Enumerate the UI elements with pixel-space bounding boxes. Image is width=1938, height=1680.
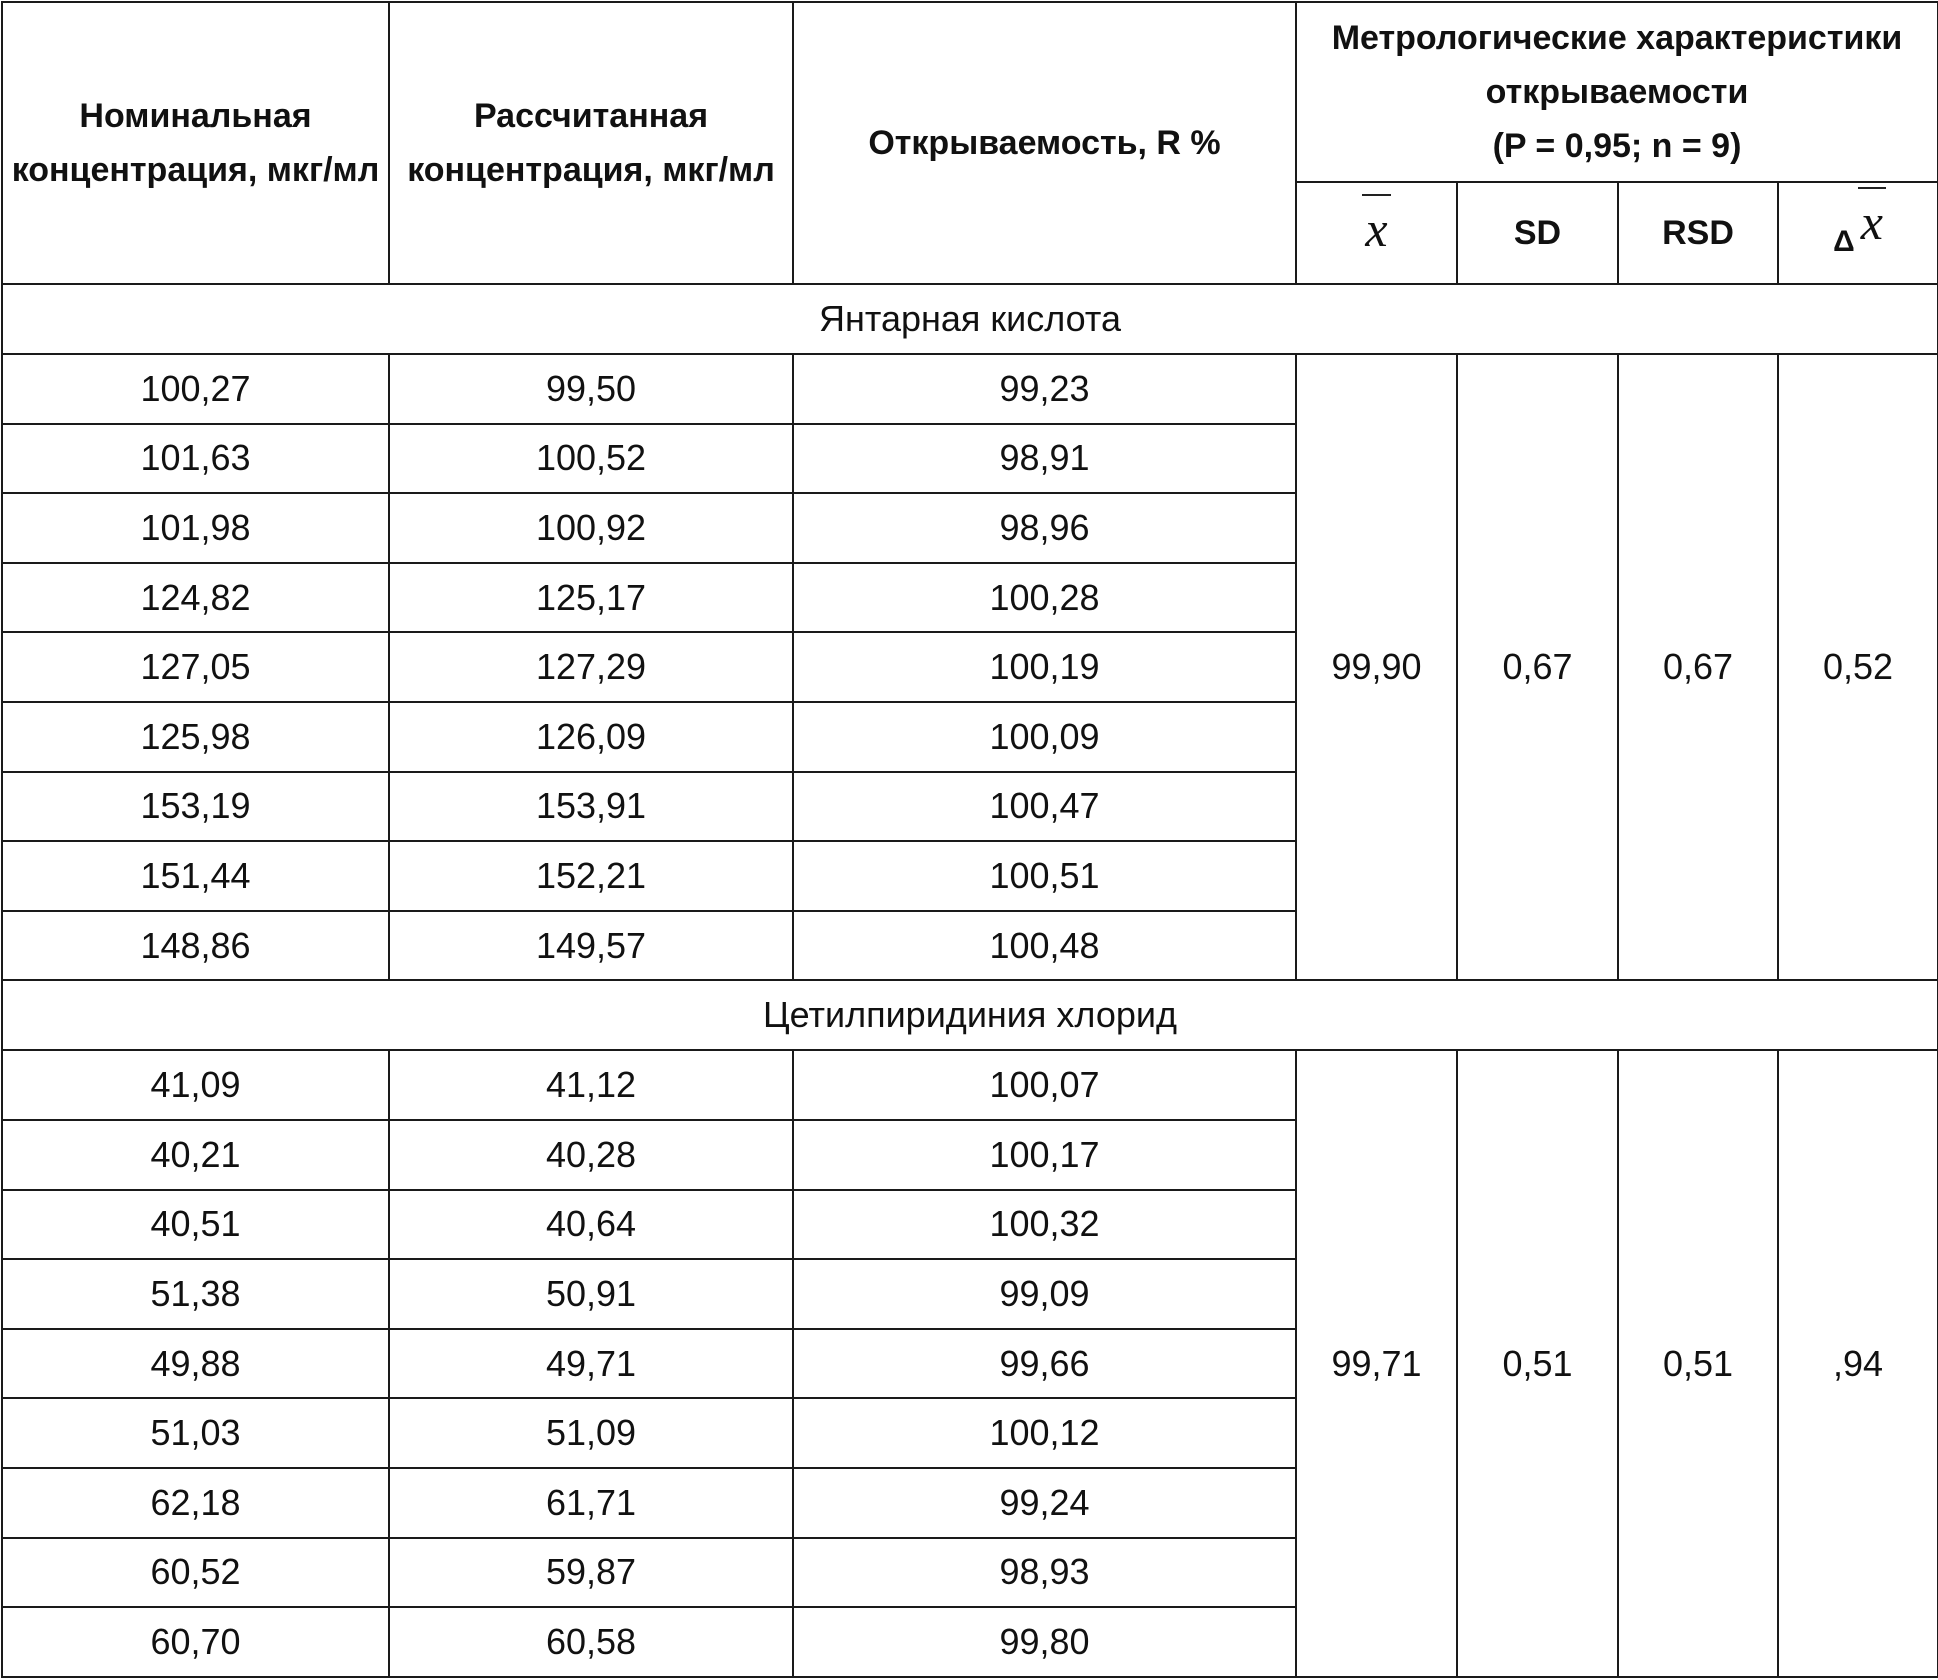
cell-nominal: 127,05 <box>2 632 389 702</box>
cell-calculated: 61,71 <box>389 1468 793 1538</box>
cell-nominal: 40,51 <box>2 1190 389 1260</box>
stat-rsd: 0,51 <box>1618 1050 1778 1676</box>
cell-recovery: 100,19 <box>793 632 1296 702</box>
table-body <box>2 284 1938 1677</box>
section-header-row <box>2 284 1938 354</box>
cell-recovery: 98,96 <box>793 493 1296 563</box>
cell-recovery: 100,51 <box>793 841 1296 911</box>
cell-recovery: 99,09 <box>793 1259 1296 1329</box>
section-header-row <box>2 980 1938 1050</box>
cell-calculated: 100,52 <box>389 424 793 494</box>
cell-calculated: 125,17 <box>389 563 793 633</box>
header-delta <box>1778 182 1938 284</box>
mean-symbol: x <box>1365 201 1388 257</box>
cell-nominal: 62,18 <box>2 1468 389 1538</box>
header-nominal: Номинальная концентрация, мкг/мл <box>2 2 389 284</box>
header-calculated: Рассчитанная концентрация, мкг/мл <box>389 2 793 284</box>
stat-delta: ,94 <box>1778 1050 1938 1676</box>
cell-recovery: 98,91 <box>793 424 1296 494</box>
cell-recovery: 100,32 <box>793 1190 1296 1260</box>
delta-symbol: Δ <box>1833 225 1855 258</box>
cell-recovery: 100,12 <box>793 1398 1296 1468</box>
cell-calculated: 60,58 <box>389 1607 793 1677</box>
cell-nominal: 100,27 <box>2 354 389 424</box>
cell-nominal: 124,82 <box>2 563 389 633</box>
stat-sd: 0,51 <box>1457 1050 1618 1676</box>
cell-calculated: 50,91 <box>389 1259 793 1329</box>
header-row-main <box>2 2 1938 182</box>
cell-recovery: 100,28 <box>793 563 1296 633</box>
cell-recovery: 100,09 <box>793 702 1296 772</box>
cell-recovery: 99,24 <box>793 1468 1296 1538</box>
cell-nominal: 60,70 <box>2 1607 389 1677</box>
cell-calculated: 126,09 <box>389 702 793 772</box>
cell-recovery: 100,17 <box>793 1120 1296 1190</box>
header-metrological-group <box>1296 2 1938 182</box>
cell-recovery: 100,47 <box>793 772 1296 842</box>
cell-nominal: 41,09 <box>2 1050 389 1120</box>
cell-nominal: 51,03 <box>2 1398 389 1468</box>
cell-calculated: 153,91 <box>389 772 793 842</box>
header-mean <box>1296 182 1457 284</box>
cell-recovery: 100,48 <box>793 911 1296 981</box>
header-recovery: Открываемость, R % <box>793 2 1296 284</box>
cell-recovery: 99,80 <box>793 1607 1296 1677</box>
cell-recovery: 99,23 <box>793 354 1296 424</box>
cell-nominal: 101,98 <box>2 493 389 563</box>
header-sd: SD <box>1457 182 1618 284</box>
table-row <box>2 354 1938 424</box>
stat-mean: 99,90 <box>1296 354 1457 980</box>
cell-calculated: 59,87 <box>389 1538 793 1608</box>
recovery-table <box>1 1 1938 1678</box>
cell-recovery: 98,93 <box>793 1538 1296 1608</box>
cell-nominal: 148,86 <box>2 911 389 981</box>
stat-mean: 99,71 <box>1296 1050 1457 1676</box>
cell-nominal: 151,44 <box>2 841 389 911</box>
cell-nominal: 51,38 <box>2 1259 389 1329</box>
cell-recovery: 99,66 <box>793 1329 1296 1399</box>
cell-calculated: 127,29 <box>389 632 793 702</box>
cell-calculated: 49,71 <box>389 1329 793 1399</box>
section-title: Цетилпиридиния хлорид <box>2 980 1938 1050</box>
cell-calculated: 40,64 <box>389 1190 793 1260</box>
cell-nominal: 125,98 <box>2 702 389 772</box>
cell-nominal: 40,21 <box>2 1120 389 1190</box>
stat-sd: 0,67 <box>1457 354 1618 980</box>
cell-calculated: 100,92 <box>389 493 793 563</box>
cell-calculated: 40,28 <box>389 1120 793 1190</box>
header-rsd: RSD <box>1618 182 1778 284</box>
delta-mean-symbol: x <box>1860 194 1883 250</box>
cell-nominal: 49,88 <box>2 1329 389 1399</box>
cell-nominal: 153,19 <box>2 772 389 842</box>
cell-calculated: 152,21 <box>389 841 793 911</box>
stat-rsd: 0,67 <box>1618 354 1778 980</box>
cell-calculated: 51,09 <box>389 1398 793 1468</box>
cell-calculated: 41,12 <box>389 1050 793 1120</box>
cell-nominal: 101,63 <box>2 424 389 494</box>
table-row <box>2 1050 1938 1120</box>
cell-nominal: 60,52 <box>2 1538 389 1608</box>
cell-calculated: 99,50 <box>389 354 793 424</box>
header-metrological-condition: (P = 0,95; n = 9) <box>1492 127 1742 165</box>
cell-calculated: 149,57 <box>389 911 793 981</box>
header-metrological-title: Метрологические характеристики открываемости <box>1331 19 1903 111</box>
stat-delta: 0,52 <box>1778 354 1938 980</box>
section-title: Янтарная кислота <box>2 284 1938 354</box>
cell-recovery: 100,07 <box>793 1050 1296 1120</box>
